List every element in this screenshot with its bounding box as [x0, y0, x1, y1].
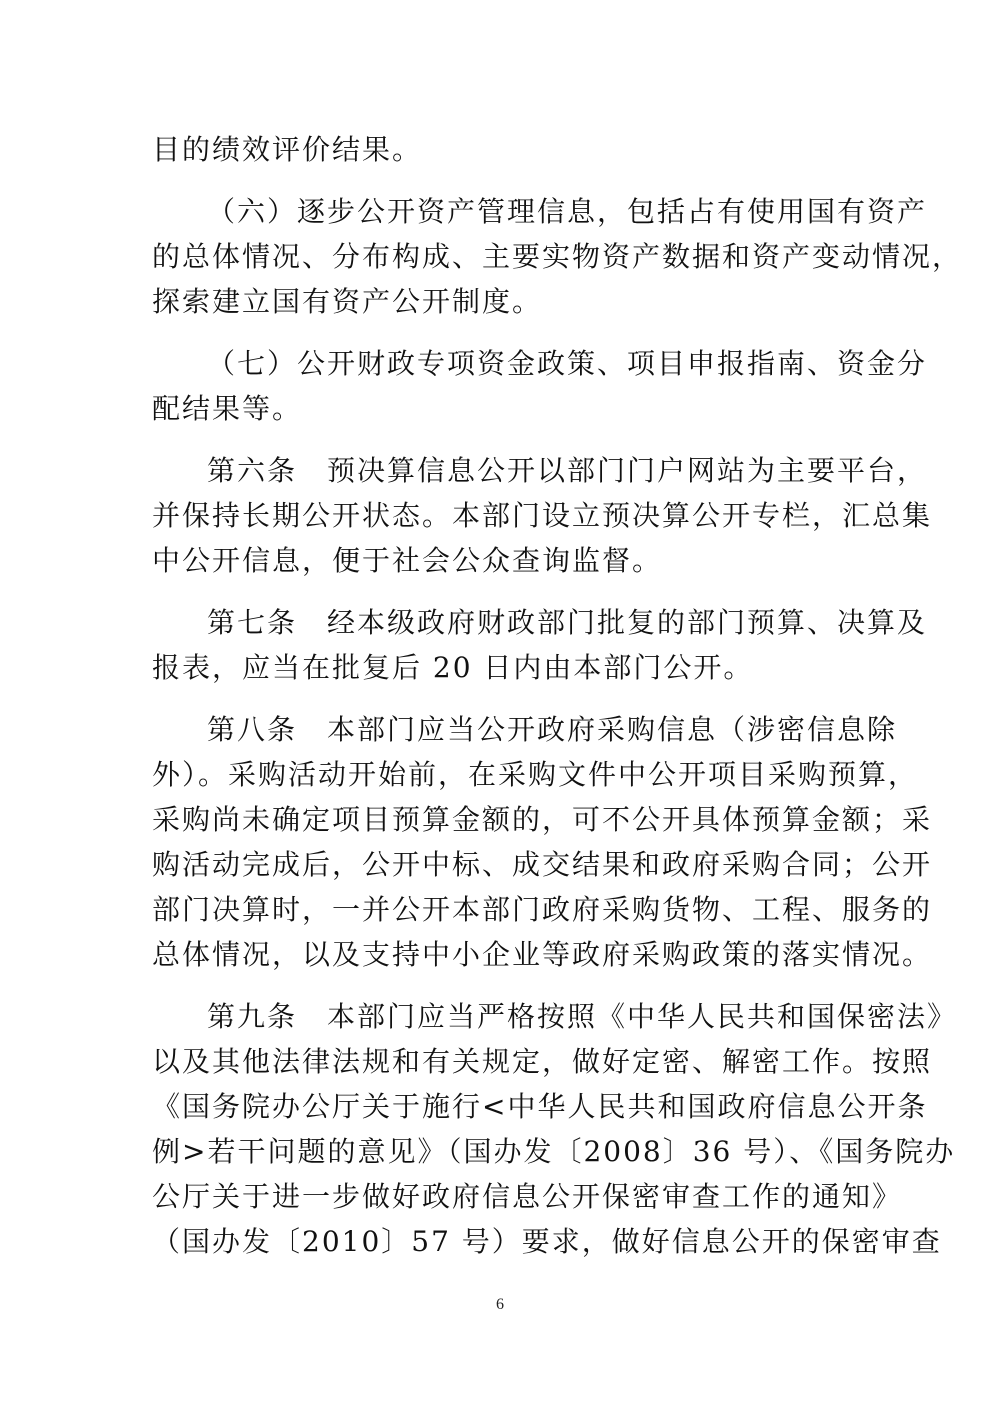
- text-line: 总体情况，以及支持中小企业等政府采购政策的落实情况。: [152, 938, 933, 971]
- text-line: （七）公开财政专项资金政策、项目申报指南、资金分: [207, 347, 928, 380]
- text-line: 例>若干问题的意见》（国办发〔2008〕36 号）、《国务院办: [152, 1135, 956, 1168]
- text-line: 购活动完成后，公开中标、成交结果和政府采购合同；公开: [152, 848, 933, 881]
- text-line: 的总体情况、分布构成、主要实物资产数据和资产变动情况，: [152, 240, 963, 273]
- text-line: 第九条 本部门应当严格按照《中华人民共和国保密法》: [207, 1000, 958, 1033]
- text-line: （国办发〔2010〕57 号）要求，做好信息公开的保密审查: [152, 1225, 942, 1258]
- text-line: 配结果等。: [152, 392, 303, 425]
- text-line: 公厅关于进一步做好政府信息公开保密审查工作的通知》: [152, 1180, 903, 1213]
- text-line: 第八条 本部门应当公开政府采购信息（涉密信息除: [207, 713, 898, 746]
- text-line: 探索建立国有资产公开制度。: [152, 285, 543, 318]
- text-line: 以及其他法律法规和有关规定，做好定密、解密工作。按照: [152, 1045, 933, 1078]
- text-line: 并保持长期公开状态。本部门设立预决算公开专栏，汇总集: [152, 499, 933, 532]
- text-line: 第七条 经本级政府财政部门批复的部门预算、决算及: [207, 606, 928, 639]
- page-number: 6: [496, 1296, 504, 1313]
- text-line: 报表，应当在批复后 20 日内由本部门公开。: [152, 651, 754, 684]
- text-line: 目的绩效评价结果。: [152, 133, 423, 166]
- text-line: 中公开信息，便于社会公众查询监督。: [152, 544, 663, 577]
- text-line: 部门决算时，一并公开本部门政府采购货物、工程、服务的: [152, 893, 933, 926]
- text-line: 外）。采购活动开始前，在采购文件中公开项目采购预算，: [152, 758, 919, 791]
- text-line: 采购尚未确定项目预算金额的，可不公开具体预算金额；采: [152, 803, 933, 836]
- text-line: 《国务院办公厅关于施行<中华人民共和国政府信息公开条: [152, 1090, 928, 1123]
- text-line: 第六条 预决算信息公开以部门门户网站为主要平台，: [207, 454, 928, 487]
- text-line: （六）逐步公开资产管理信息，包括占有使用国有资产: [207, 195, 928, 228]
